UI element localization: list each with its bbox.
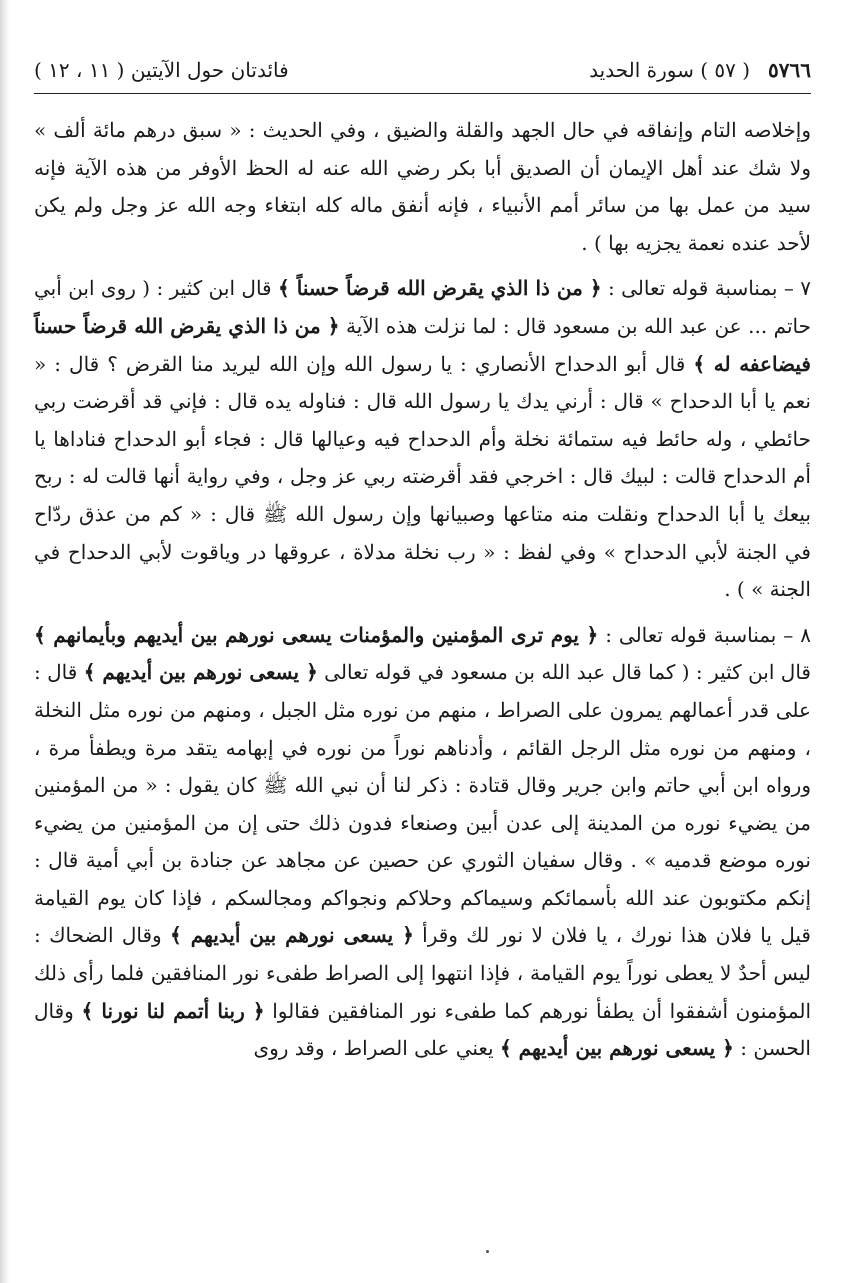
- paragraph-continuation: [34, 112, 811, 262]
- text-run: وإخلاصه التام وإنفاقه في حال الجهد والقلة والضيق ، وفي الحديث : « سبق درهم مائة ألف » ولا شك عند أهل الإيمان أن الصديق أبا بكر رضي الله عنه له الحظ الأوفر من هذه الآية فإنه سيد من عمل بها من سائر أمم الأنبياء ، فإنه أنفق ماله كله ابتغاء وجه الله عز وجل ولم يكن لأحد عنده نعمة يجزيه بها ) .: [34, 118, 811, 255]
- section-title: فائدتان حول الآيتين ( ١١ ، ١٢ ): [34, 58, 289, 82]
- text-run: يعني على الصراط ، وقد روى: [253, 1036, 500, 1061]
- header-right: [589, 58, 811, 82]
- page-edge-shadow: [0, 0, 10, 1283]
- quran-verse: ﴿ يسعى نورهم بين أيديهم ﴾: [499, 1036, 734, 1061]
- page-body: [34, 112, 811, 1068]
- paragraph-8: [34, 617, 811, 1068]
- text-run: وقال الضحاك : ليس أحدٌ لا يعطى نوراً يوم القيامة ، فإذا انتهوا إلى الصراط طفىء نور المنافقين فلما رأى ذلك المؤمنون أشفقوا أن يطفأ نورهم كما طفىء نور المنافقين فقالوا: [34, 923, 811, 1023]
- quran-verse: ﴿ من ذا الذي يقرض الله قرضاً حسناً ﴾: [278, 276, 602, 301]
- text-run: قال ابن كثير : ( روى ابن أبي حاتم ... عن عبد الله بن مسعود قال : لما نزلت هذه الآية: [34, 276, 812, 338]
- surah-title: ( ٥٧ ) سورة الحديد: [589, 58, 751, 82]
- quran-verse: ﴿ يسعى نورهم بين أيديهم ﴾: [83, 660, 318, 685]
- page-number: ٥٧٦٦: [768, 58, 811, 82]
- text-run: ٨ – بمناسبة قوله تعالى :: [598, 622, 811, 647]
- text-run: ٧ – بمناسبة قوله تعالى :: [601, 276, 812, 301]
- quran-verse: ﴿ من ذا الذي يقرض الله قرضاً حسناً فيضاعفه له ﴾: [34, 313, 811, 376]
- page-header: [34, 58, 811, 90]
- text-run: قال : على قدر أعمالهم يمرون على الصراط ، منهم من نوره مثل الجبل ، ومنهم من نوره مثل النخلة ، ومنهم من نوره مثل الرجل القائم ، وأدناهم نوراً من نوره في إبهامه يتقد مرة ويطفأ مرة ، ورواه ابن أبي حاتم وابن جرير وقال قتادة : ذكر لنا أن نبي الله ﷺ كان يقول : « من المؤمنين من يضيء نوره من المدينة إلى عدن أبين وصنعاء فدون ذلك حتى إن من المؤمنين من يضيء نوره موضع قدميه » . وقال سفيان الثوري عن حصين عن مجاهد عن جنادة بن أبي أمية قال : إنكم مكتوبون عند الله بأسمائكم وسيماكم وحلاكم ونجواكم ومجالسكم ، فإذا كان يوم القيامة قيل يا فلان هذا نورك ، يا فلان لا نور لك وقرأ: [34, 660, 811, 948]
- text-run: قال ابن كثير : ( كما قال عبد الله بن مسعود في قوله تعالى: [317, 660, 811, 685]
- text-run: قال أبو الدحداح الأنصاري : يا رسول الله وإن الله ليريد منا القرض ؟ قال : « نعم يا أبا الدحداح » قال : أرني يدك يا رسول الله قال : فناوله يده قال : فإني قد أقرضت ربي حائطي ، وله حائط فيه ستمائة نخلة وأم الدحداح فيه وعيالها قال : فجاء أبو الدحداح فناداها يا أم الدحداح قالت : لبيك قال : اخرجي فقد أقرضته ربي عز وجل ، وفي رواية أنها قالت له : ربح بيعك يا أبا الدحداح ونقلت منه متاعها وصبيانها وإن رسول الله ﷺ قال : « كم من عذق ردّاح في الجنة لأبي الدحداح » وفي لفظ : « رب نخلة مدلاة ، عروقها در وياقوت لأبي الدحداح في الجنة » ) .: [34, 351, 811, 602]
- header-rule: [34, 93, 811, 94]
- page-speck: [486, 1250, 489, 1253]
- quran-verse: ﴿ ربنا أتمم لنا نورنا ﴾: [81, 998, 265, 1023]
- quran-verse: ﴿ يسعى نورهم بين أيديهم ﴾: [170, 923, 414, 948]
- paragraph-7: [34, 270, 811, 608]
- text-run: وقال الحسن :: [34, 998, 811, 1061]
- quran-verse: ﴿ يوم ترى المؤمنين والمؤمنات يسعى نورهم بين أيديهم وبأيمانهم ﴾: [34, 622, 599, 647]
